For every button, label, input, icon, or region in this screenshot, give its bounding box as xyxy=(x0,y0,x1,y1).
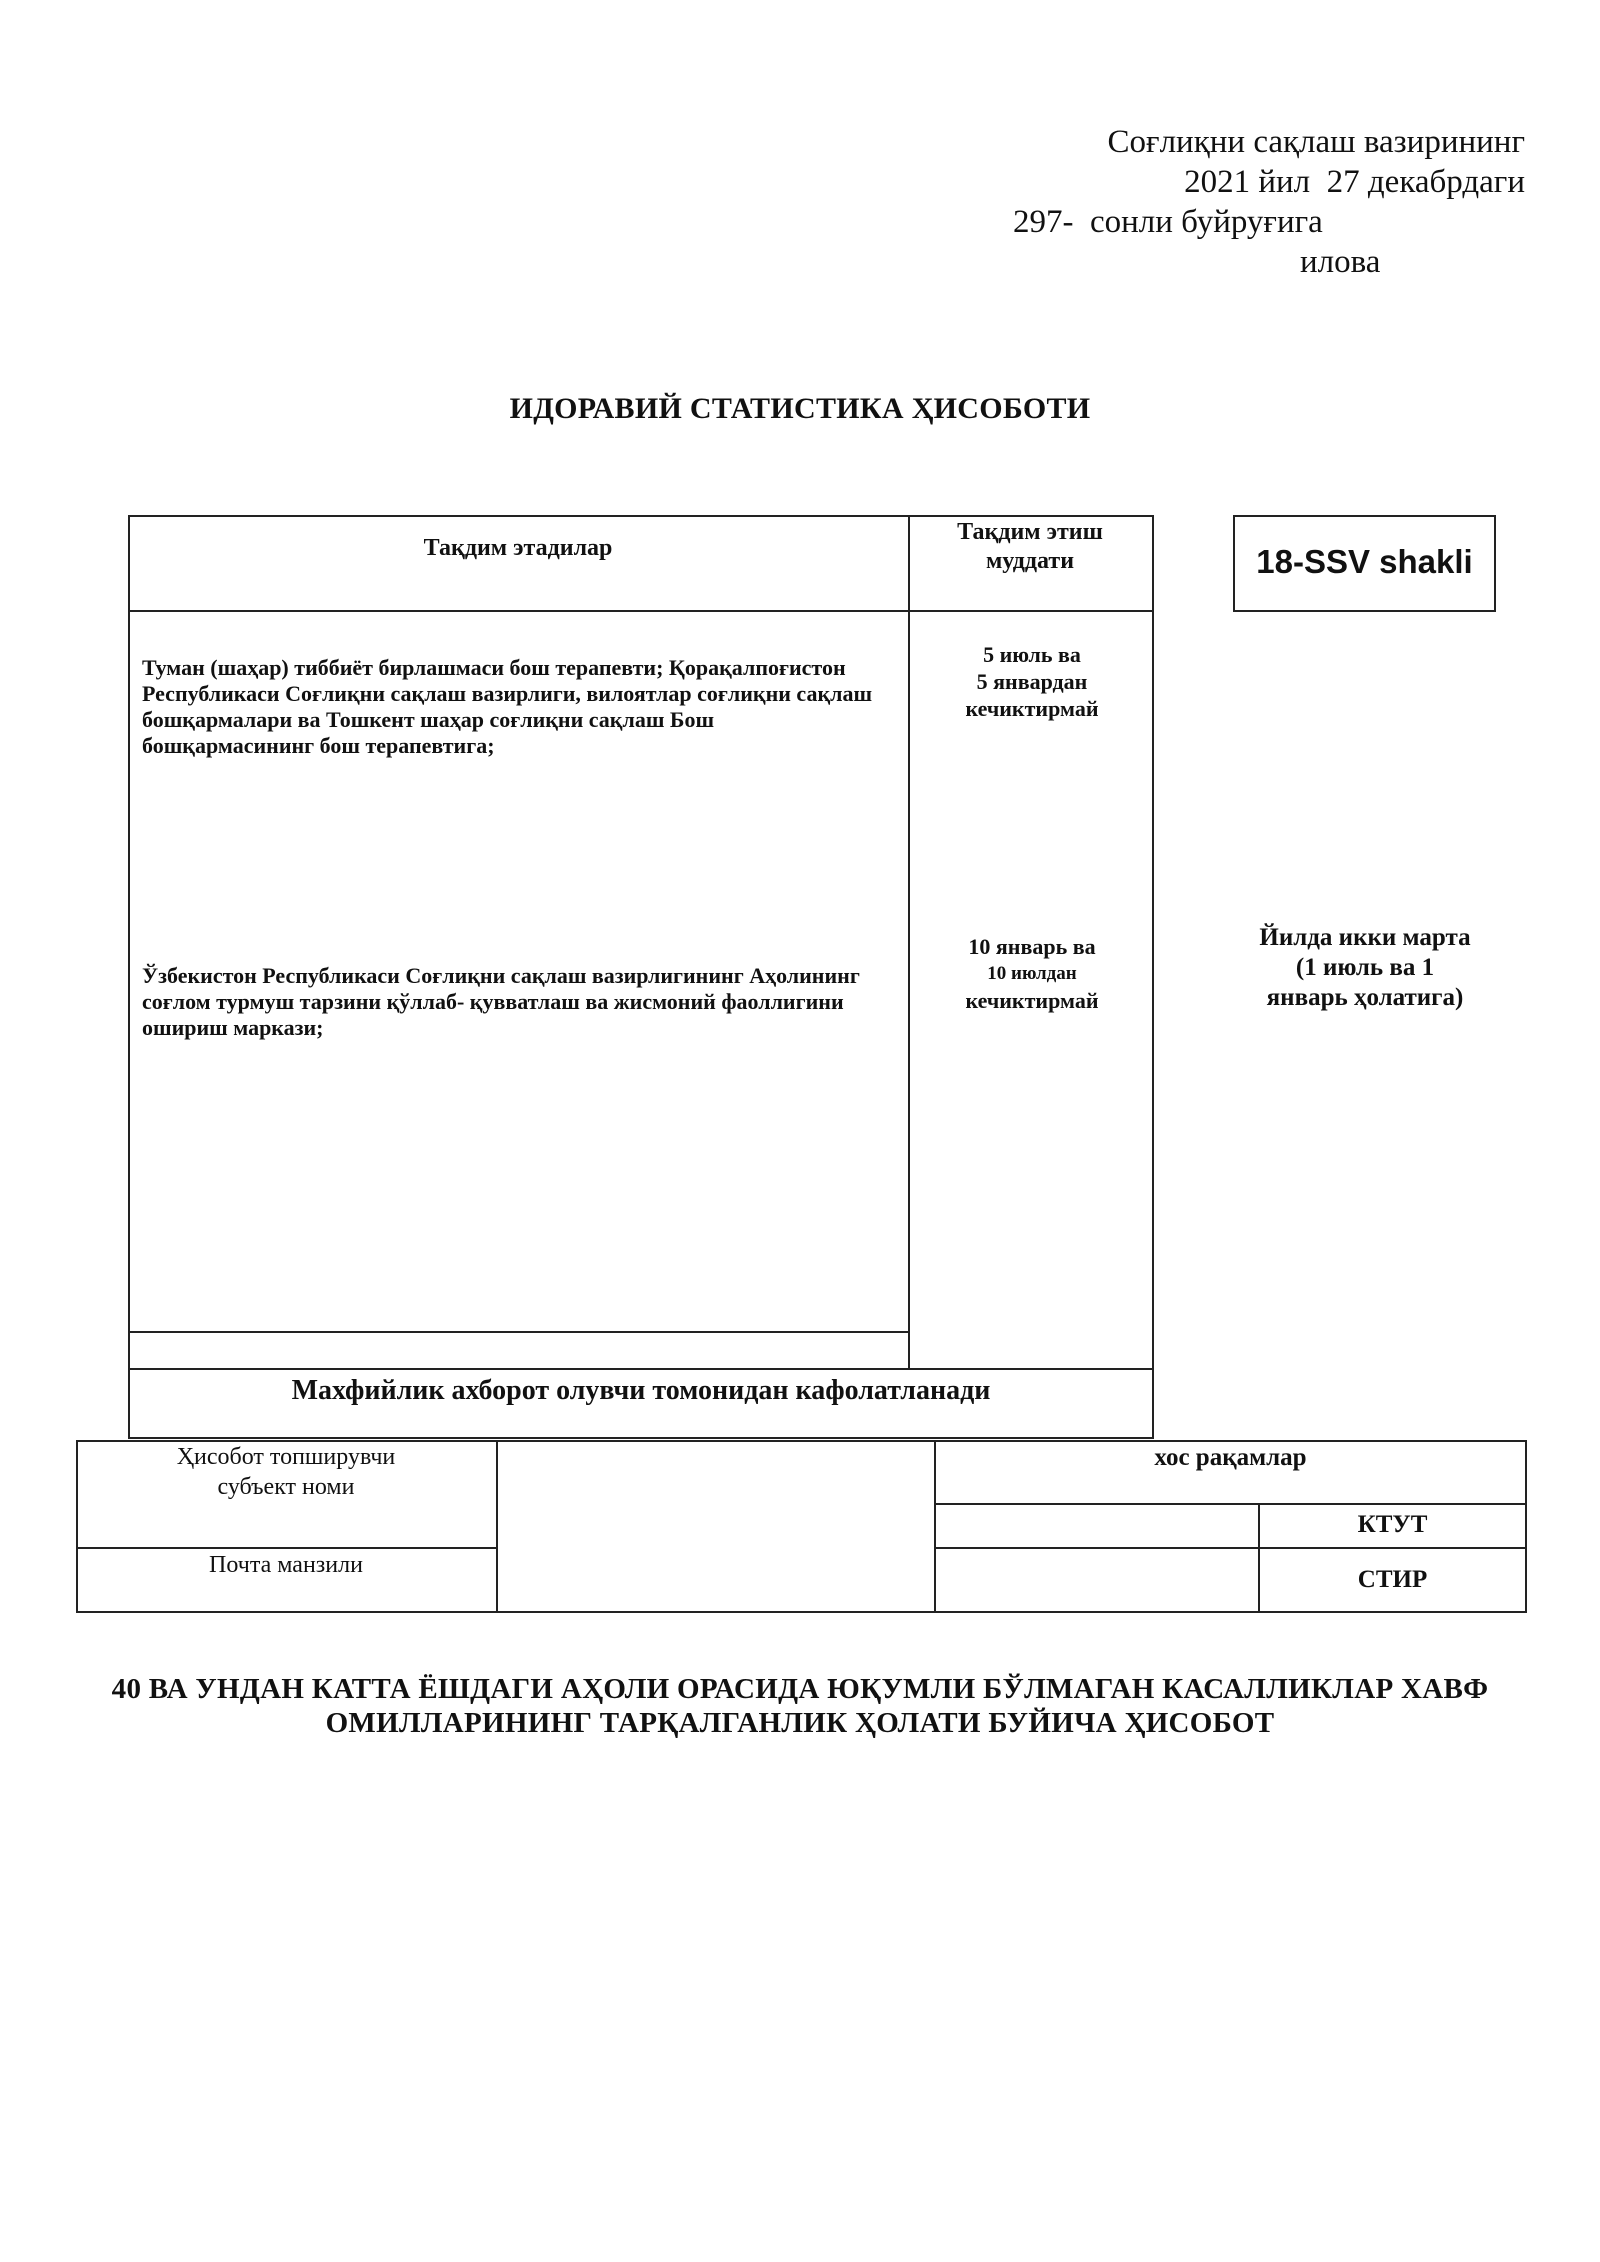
reporter-row-divider-right-2 xyxy=(934,1547,1527,1549)
subject-name-label xyxy=(78,1442,494,1502)
header-submitters: Тақдим этадилар xyxy=(423,535,613,561)
special-numbers-label: хос рақамлар xyxy=(1154,1444,1307,1471)
submitter-1: Туман (шаҳар) тиббиёт бирлашмаси бош терапевти; Қорақалпоғистон Республикаси Соғлиқни сақлаш вазирлиги, вилоятлар соғлиқни сақлаш бошқармалари ва Тошкент шаҳар соғлиқни сақлаш Бош бошқармасининг бош терапевтига; xyxy=(142,655,873,758)
deadline-1-line-2: 5 январдан xyxy=(976,669,1088,694)
submission-header-divider xyxy=(128,610,1154,612)
period-line-3: январь ҳолатига) xyxy=(1266,984,1464,1011)
subject-name-label-line-1: Ҳисобот топширувчи xyxy=(176,1444,396,1470)
period-line-2: (1 июль ва 1 xyxy=(1295,954,1435,981)
reporting-period xyxy=(1205,923,1525,1013)
appendix-line-1: Соғлиқни сақлаш вазирининг xyxy=(1107,124,1525,160)
postal-address-label: Почта манзили xyxy=(209,1552,363,1578)
header-deadline: Тақдим этиш муддати xyxy=(957,519,1103,574)
reporter-row-divider-right-1 xyxy=(934,1503,1527,1505)
deadline-2-line-1: 10 январь ва xyxy=(968,934,1096,959)
deadline-2-line-3: кечиктирмай xyxy=(965,988,1099,1013)
appendix-line-4: илова xyxy=(1300,244,1381,280)
confidentiality-note: Махфийлик ахборот олувчи томонидан кафолатланади xyxy=(291,1375,991,1406)
document-title: ИДОРАВИЙ СТАТИСТИКА ҲИСОБОТИ xyxy=(509,392,1091,425)
report-title-line-1: 40 ВА УНДАН КАТТА ЁШДАГИ АҲОЛИ ОРАСИДА ЮҚУМЛИ БЎЛМАГАН КАСАЛЛИКЛАР ХАВФ xyxy=(111,1673,1489,1705)
deadline-1-line-3: кечиктирмай xyxy=(965,696,1099,721)
report-title xyxy=(60,1672,1540,1740)
report-title-line-2: ОМИЛЛАРИНИНГ ТАРҚАЛГАНЛИК ҲОЛАТИ БУЙИЧА ҲИСОБОТ xyxy=(325,1707,1275,1739)
submitter-2: Ўзбекистон Республикаси Соғлиқни сақлаш вазирлигининг Аҳолининг соғлом турмуш тарзини қўллаб- қувватлаш ва жисмоний фаоллигини ошириш маркази; xyxy=(142,963,860,1040)
period-line-1: Йилда икки марта xyxy=(1259,924,1471,951)
appendix-line-3: 297- сонли буйруғига xyxy=(1013,204,1323,240)
reporter-row-divider-left xyxy=(76,1547,498,1549)
deadline-1 xyxy=(912,641,1152,722)
submission-column-divider xyxy=(908,515,910,1369)
stir-label: СТИР xyxy=(1357,1566,1428,1593)
deadline-2 xyxy=(912,933,1152,1014)
submission-bottom-row-divider xyxy=(128,1331,910,1333)
subject-name-label-line-2: субъект номи xyxy=(217,1474,355,1500)
deadline-1-line-1: 5 июль ва xyxy=(983,642,1081,667)
ktut-label: КТУТ xyxy=(1357,1511,1428,1538)
form-label: 18-SSV shakli xyxy=(1256,543,1473,580)
confidentiality-divider xyxy=(128,1368,1154,1370)
reporter-col-divider-1 xyxy=(496,1440,498,1613)
deadline-2-line-2: 10 июлдан xyxy=(987,963,1077,984)
appendix-note xyxy=(1005,122,1525,282)
appendix-line-2: 2021 йил 27 декабрдаги xyxy=(1184,164,1525,200)
